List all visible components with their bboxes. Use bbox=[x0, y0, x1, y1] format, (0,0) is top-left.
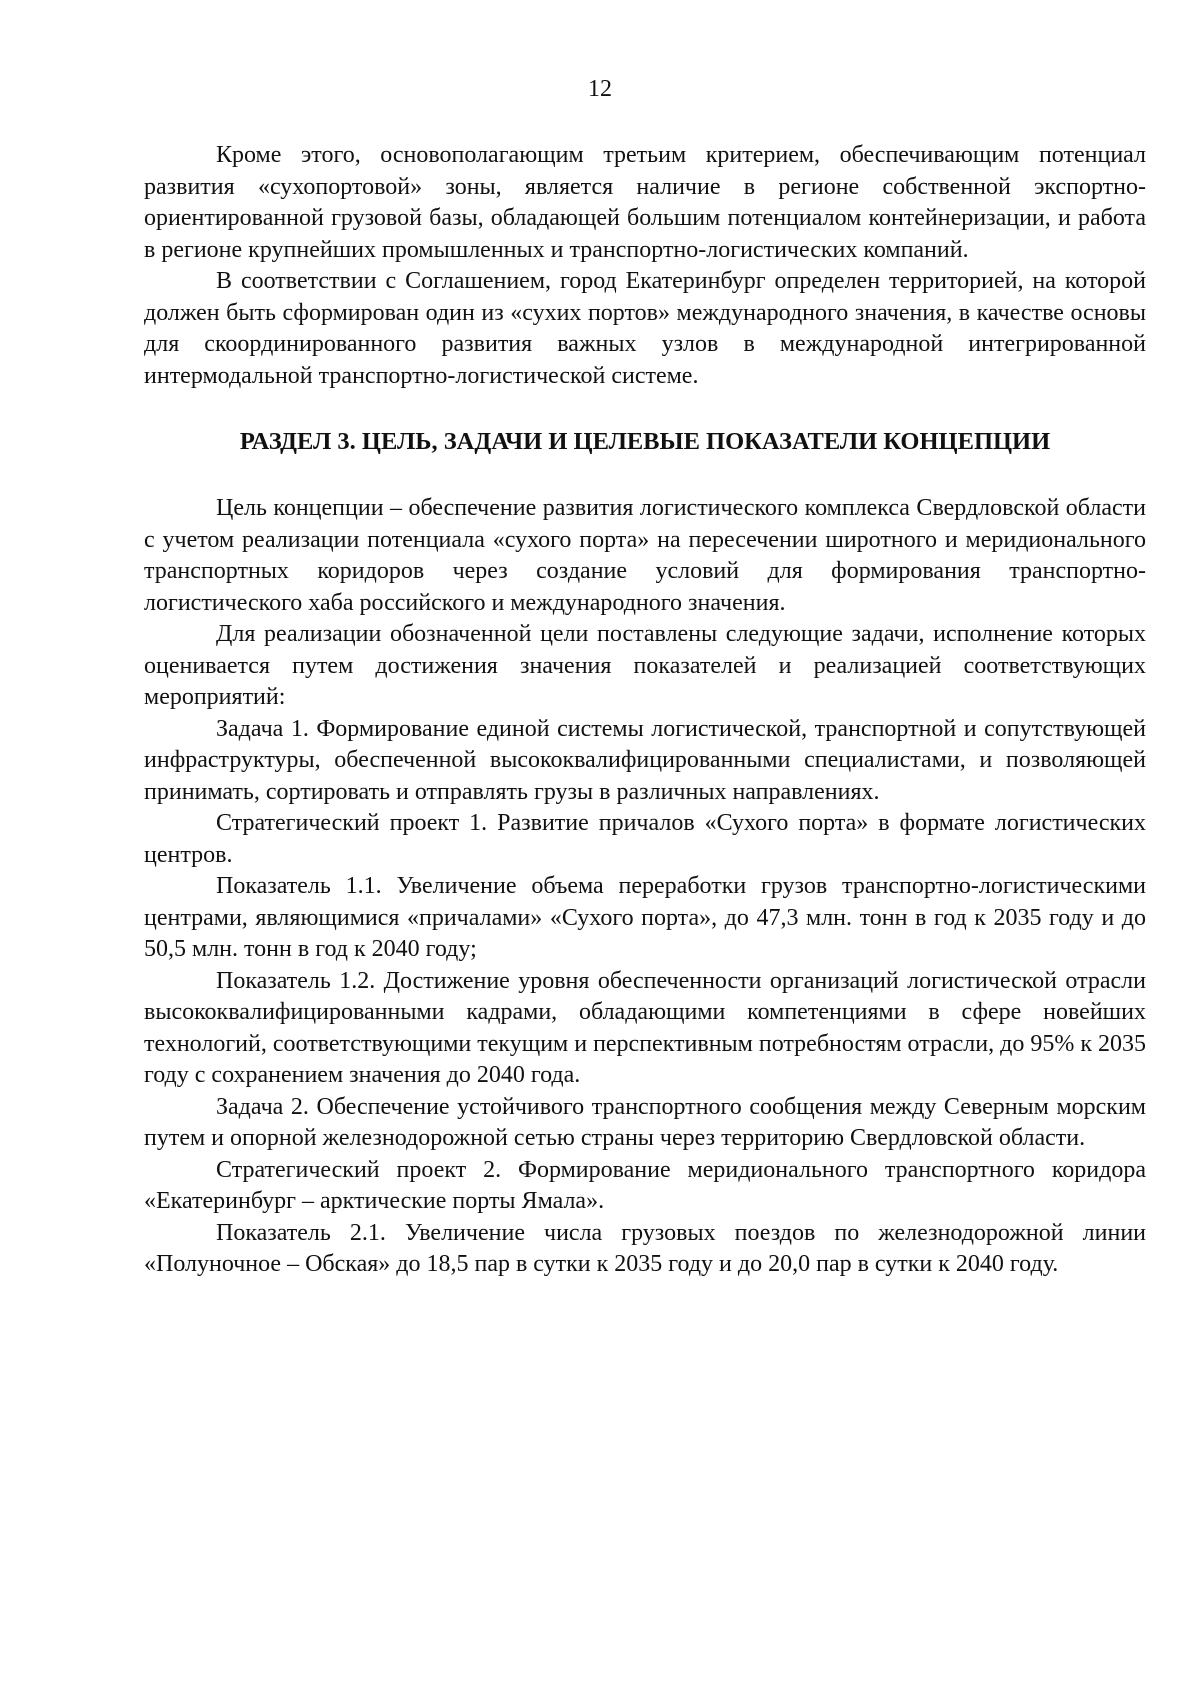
paragraph-intro-2: В соответствии с Соглашением, город Екатеринбург определен территорией, на которой должен быть сформирован один из «сухих портов» международного значения, в качестве основы для скоординированного развития важных узлов в международной интегрированной интермодальной транспортно-логистической системе. bbox=[144, 268, 1146, 389]
paragraph-intro-1: Кроме этого, основополагающим третьим критерием, обеспечивающим потенциал развития «сухопортовой» зоны, является наличие в регионе собственной экспортно-ориентированной грузовой базы, обладающей большим потенциалом контейнеризации, и работа в регионе крупнейших промышленных и транспортно-логистических компаний. bbox=[144, 142, 1146, 263]
page-content bbox=[144, 140, 1146, 1281]
paragraph-indicator-1-1: Показатель 1.1. Увеличение объема переработки грузов транспортно-логистическими центрами, являющимися «причалами» «Сухого порта», до 47,3 млн. тонн в год к 2035 году и до 50,5 млн. тонн в год к 2040 году; bbox=[144, 873, 1146, 962]
paragraph-indicator-1-2: Показатель 1.2. Достижение уровня обеспеченности организаций логистической отрасли высококвалифицированными кадрами, обладающими компетенциями в сфере новейших технологий, соответствующими текущим и перспективным потребностям отрасли, до 95% к 2035 году с сохранением значения до 2040 года. bbox=[144, 967, 1146, 1088]
paragraph-strategic-project-1: Стратегический проект 1. Развитие причалов «Сухого порта» в формате логистических центров. bbox=[144, 810, 1146, 868]
paragraph-task-2: Задача 2. Обеспечение устойчивого транспортного сообщения между Северным морским путем и опорной железнодорожной сетью страны через территорию Свердловской области. bbox=[144, 1093, 1146, 1151]
paragraph-strategic-project-2: Стратегический проект 2. Формирование меридионального транспортного коридора «Екатеринбург – арктические порты Ямала». bbox=[144, 1156, 1146, 1214]
page-number: 12 bbox=[588, 76, 612, 102]
paragraph-tasks-intro: Для реализации обозначенной цели поставлены следующие задачи, исполнение которых оценивается путем достижения значения показателей и реализацией соответствующих мероприятий: bbox=[144, 621, 1146, 710]
paragraph-indicator-2-1: Показатель 2.1. Увеличение числа грузовых поездов по железнодорожной линии «Полуночное – Обская» до 18,5 пар в сутки к 2035 году и до 20,0 пар в сутки к 2040 году. bbox=[144, 1219, 1146, 1277]
section-heading: РАЗДЕЛ 3. ЦЕЛЬ, ЗАДАЧИ И ЦЕЛЕВЫЕ ПОКАЗАТЕЛИ КОНЦЕПЦИИ bbox=[239, 428, 1051, 455]
paragraph-goal: Цель концепции – обеспечение развития логистического комплекса Свердловской области с учетом реализации потенциала «сухого порта» на пересечении широтного и меридионального транспортных коридоров через создание условий для формирования транспортно-логистического хаба российского и международного значения. bbox=[144, 495, 1146, 616]
paragraph-task-1: Задача 1. Формирование единой системы логистической, транспортной и сопутствующей инфраструктуры, обеспеченной высококвалифицированными специалистами, и позволяющей принимать, сортировать и отправлять грузы в различных направлениях. bbox=[144, 715, 1146, 805]
